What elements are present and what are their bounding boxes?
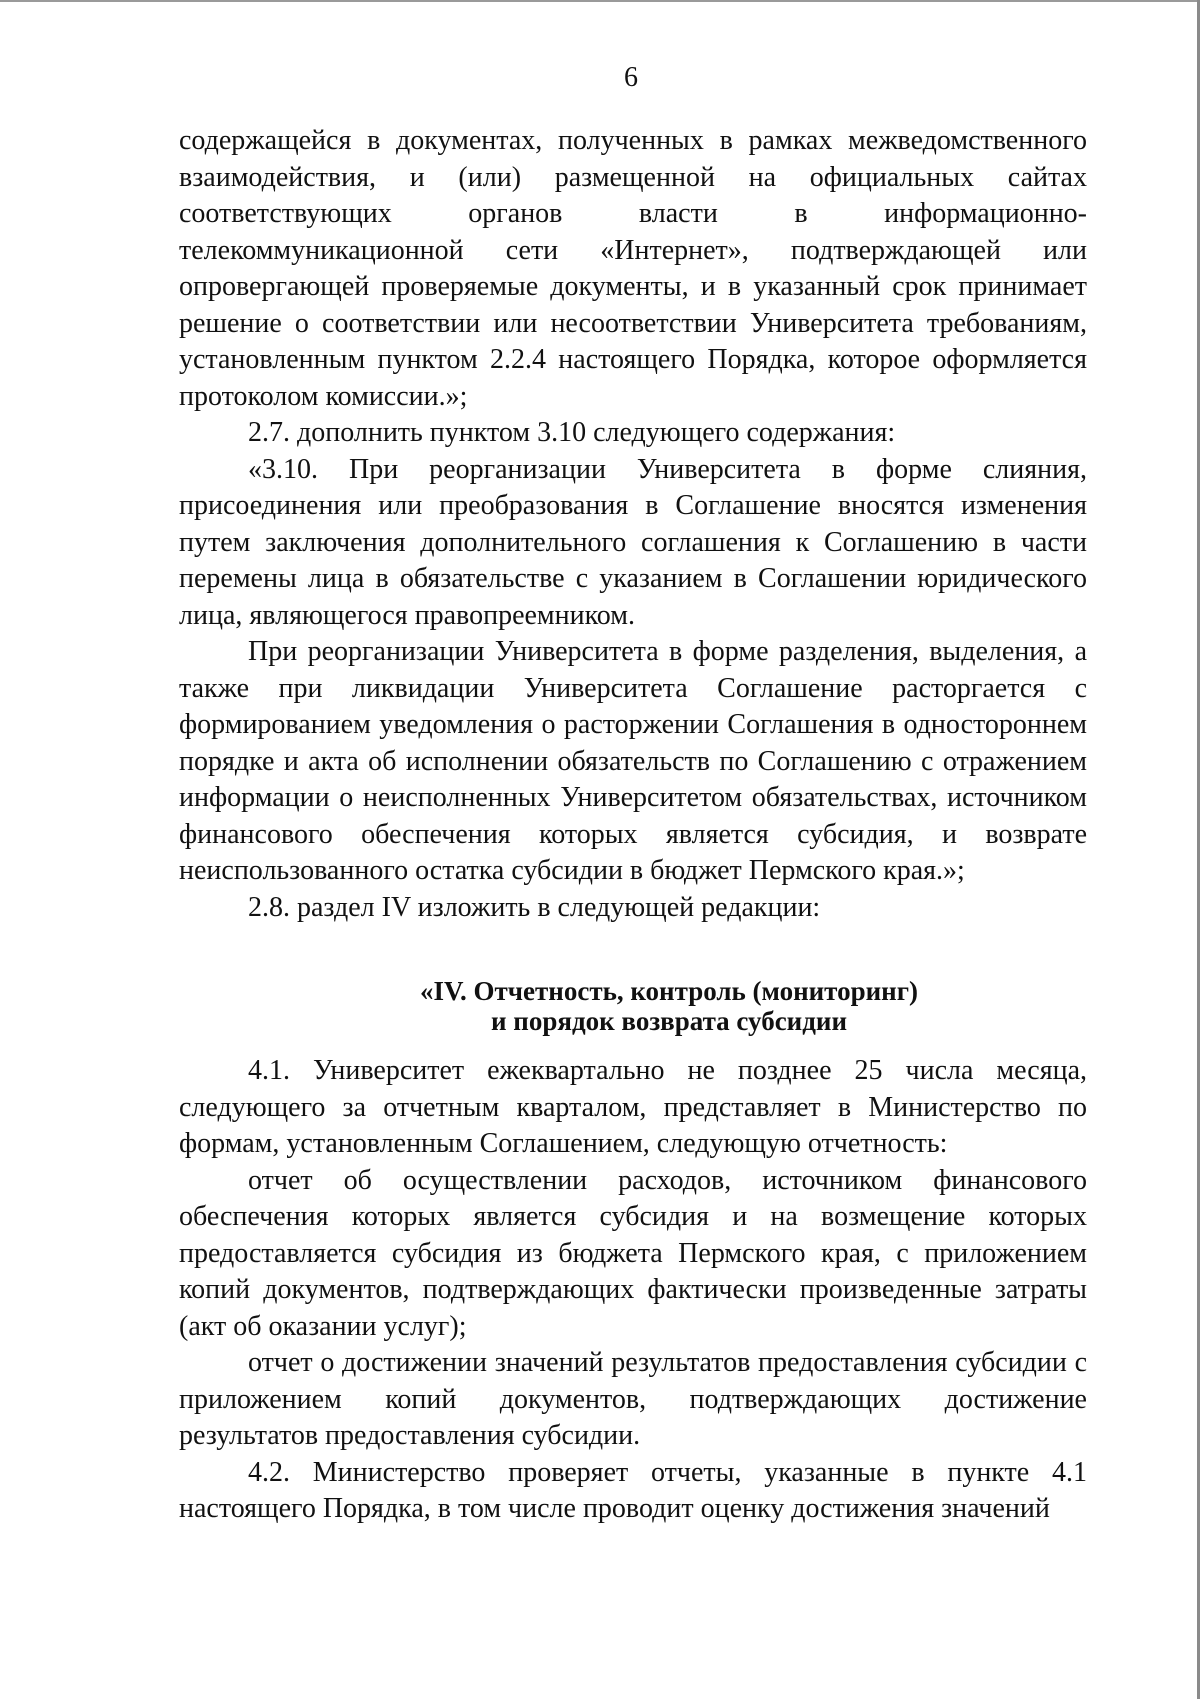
section-heading [179,976,1159,1036]
paragraph: 4.1. Университет ежеквартально не позднее 25 числа месяца, следующего за отчетным кварталом, представляет в Министерство по формам, установленным Соглашением, следующую отчетность: [179,1055,1087,1159]
page-number: 6 [624,62,638,93]
paragraph: 2.8. раздел IV изложить в следующей редакции: [248,891,821,923]
paragraph: содержащейся в документах, полученных в рамках межведомственного взаимодействия, и (или) размещенной на официальных сайтах соответствующих органов власти в информационно-телекоммуникационной сети «Интернет», подтверждающей или опровергающей проверяемые документы, и в указанный срок принимает решение о соответствии или несоответствии Университета требованиям, установленным пунктом 2.2.4 настоящего Порядка, которое оформляется протоколом комиссии.»; [179,125,1087,412]
body-text-top [179,123,1087,926]
paragraph: отчет об осуществлении расходов, источником финансового обеспечения которых является субсидия и на возмещение которых предоставляется субсидия из бюджета Пермского края, с приложением копий документов, подтверждающих фактически произведенные затраты (акт об оказании услуг); [179,1164,1087,1342]
section-heading-line-2: и порядок возврата субсидии [490,1006,848,1036]
scan-edge-top [0,0,1200,2]
section-heading-line-1: «IV. Отчетность, контроль (мониторинг) [420,976,918,1006]
paragraph: отчет о достижении значений результатов предоставления субсидии с приложением копий документов, подтверждающих достижение результатов предоставления субсидии. [179,1347,1087,1451]
paragraph: «3.10. При реорганизации Университета в форме слияния, присоединения или преобразования в Соглашение вносятся изменения путем заключения дополнительного соглашения к Соглашению в части перемены лица в обязательстве с указанием в Соглашении юридического лица, являющегося правопреемником. [179,453,1087,631]
paragraph: 4.2. Министерство проверяет отчеты, указанные в пункте 4.1 настоящего Порядка, в том числе проводит оценку достижения значений [179,1456,1087,1524]
body-text-bottom [179,1053,1087,1528]
paragraph: 2.7. дополнить пунктом 3.10 следующего содержания: [248,417,896,448]
paragraph: При реорганизации Университета в форме разделения, выделения, а также при ликвидации Университета Соглашение расторгается с формированием уведомления о расторжении Соглашения в одностороннем порядке и акта об исполнении обязательств по Соглашению с отражением информации о неисполненных Университетом обязательствах, источником финансового обеспечения которых является субсидия, и возврате неиспользованного остатка субсидии в бюджет Пермского края.»; [179,636,1087,886]
